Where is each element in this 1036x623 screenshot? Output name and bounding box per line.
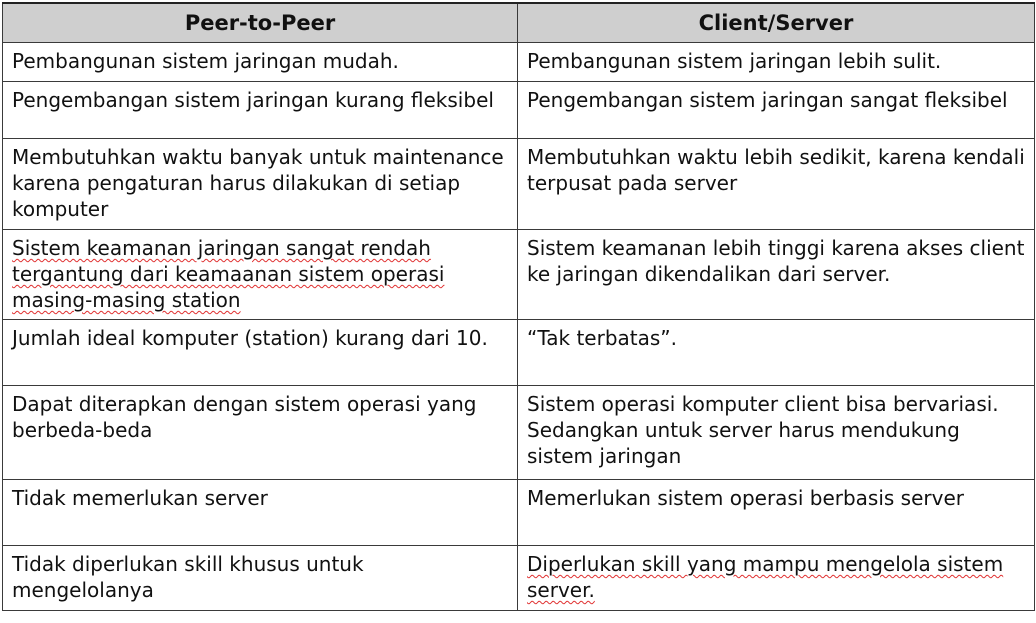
p2p-cell: Tidak diperlukan skill khusus untuk mengelolanya [3, 546, 518, 611]
client-server-cell: Membutuhkan waktu lebih sedikit, karena kendali terpusat pada server [518, 139, 1035, 230]
p2p-cell: Pengembangan sistem jaringan kurang fleksibel [3, 82, 518, 139]
client-server-cell: Pembangunan sistem jaringan lebih sulit. [518, 43, 1035, 82]
table-row [3, 139, 1035, 230]
client-server-cell: Sistem operasi komputer client bisa bervariasi. Sedangkan untuk server harus mendukung sistem jaringan [518, 386, 1035, 480]
client-server-cell: Diperlukan skill yang mampu mengelola sistem server. [518, 546, 1035, 611]
p2p-cell: Membutuhkan waktu banyak untuk maintenance karena pengaturan harus dilakukan di setiap komputer [3, 139, 518, 230]
client-server-cell: “Tak terbatas”. [518, 320, 1035, 386]
table-row [3, 320, 1035, 386]
client-server-cell: Memerlukan sistem operasi berbasis server [518, 480, 1035, 546]
client-server-cell: Pengembangan sistem jaringan sangat fleksibel [518, 82, 1035, 139]
p2p-cell: Tidak memerlukan server [3, 480, 518, 546]
table-row [3, 230, 1035, 320]
table-header-row [3, 3, 1035, 43]
client-server-cell: Sistem keamanan lebih tinggi karena akses client ke jaringan dikendalikan dari server. [518, 230, 1035, 320]
p2p-cell: Pembangunan sistem jaringan mudah. [3, 43, 518, 82]
comparison-table [2, 2, 1035, 611]
p2p-cell: Dapat diterapkan dengan sistem operasi yang berbeda-beda [3, 386, 518, 480]
table-row [3, 546, 1035, 611]
header-peer-to-peer: Peer-to-Peer [3, 3, 518, 43]
table-row [3, 386, 1035, 480]
table-row [3, 43, 1035, 82]
p2p-cell: Sistem keamanan jaringan sangat rendah tergantung dari keamaanan sistem operasi masing-masing station [3, 230, 518, 320]
table-row [3, 480, 1035, 546]
p2p-cell: Jumlah ideal komputer (station) kurang dari 10. [3, 320, 518, 386]
header-client-server: Client/Server [518, 3, 1035, 43]
table-row [3, 82, 1035, 139]
